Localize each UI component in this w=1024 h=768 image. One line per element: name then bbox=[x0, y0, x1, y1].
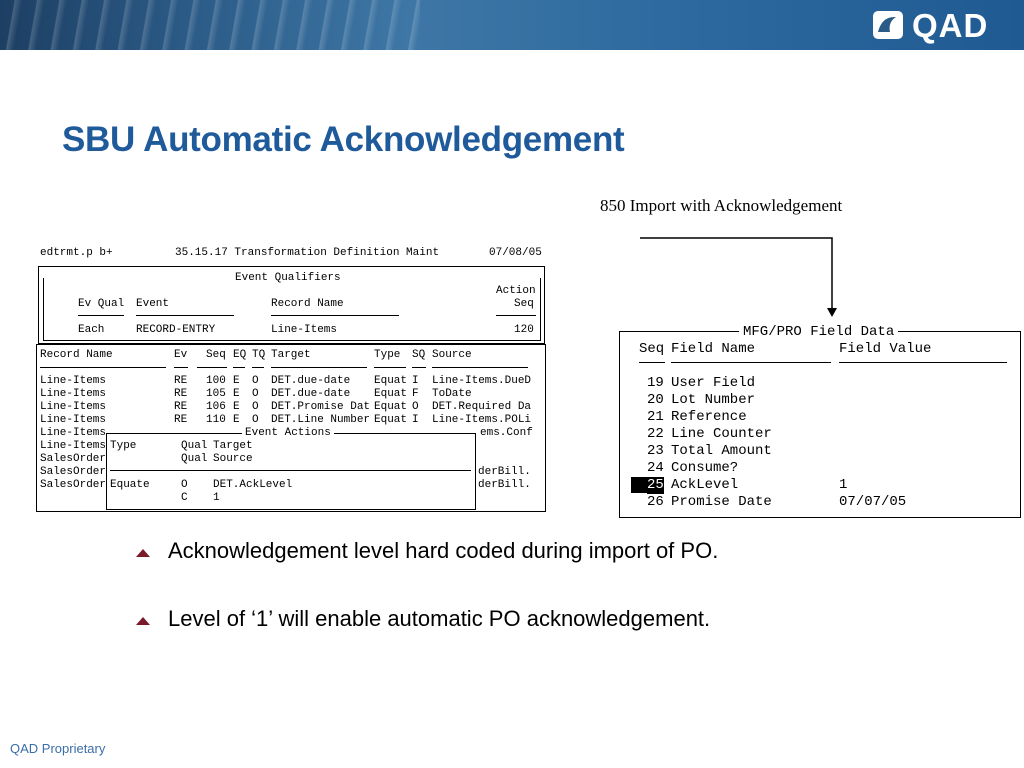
field-seq[interactable]: 24 bbox=[647, 460, 664, 476]
arrow-connector bbox=[630, 228, 850, 323]
row-tq: O bbox=[252, 388, 259, 400]
eq-action-header: Action bbox=[496, 285, 536, 297]
row-ev: RE bbox=[174, 375, 188, 387]
ea-qual-header: Qual bbox=[181, 440, 208, 452]
ea-row-type[interactable]: Equate bbox=[110, 479, 150, 491]
row-source: ToDate bbox=[432, 388, 472, 400]
field-name[interactable]: Consume? bbox=[671, 460, 739, 476]
row-eq: E bbox=[233, 388, 240, 400]
col-tq: TQ bbox=[252, 349, 266, 361]
rule bbox=[374, 367, 406, 368]
row-tq: O bbox=[252, 414, 259, 426]
field-name[interactable]: Reference bbox=[671, 409, 747, 425]
bullet-item bbox=[132, 538, 892, 568]
field-name[interactable]: AckLevel bbox=[671, 477, 739, 493]
row-sq: I bbox=[412, 375, 419, 387]
rule bbox=[40, 367, 166, 368]
row-type: Equat bbox=[374, 375, 408, 387]
screen-date: 07/08/05 bbox=[489, 247, 542, 259]
row-eq: E bbox=[233, 401, 240, 413]
row-source: derBill. bbox=[478, 479, 531, 491]
row-source: Line-Items.POLi bbox=[432, 414, 532, 426]
row-seq: 100 bbox=[206, 375, 226, 387]
banner-decoration bbox=[0, 0, 420, 50]
row-record[interactable]: SalesOrder bbox=[40, 453, 107, 465]
row-seq: 106 bbox=[206, 401, 226, 413]
field-seq[interactable]: 26 bbox=[647, 494, 664, 510]
row-target: DET.Promise Dat bbox=[271, 401, 371, 413]
slide-title: SBU Automatic Acknowledgement bbox=[62, 120, 625, 159]
row-type: Equat bbox=[374, 401, 408, 413]
col-target: Target bbox=[271, 349, 311, 361]
row-sq: I bbox=[412, 414, 419, 426]
field-seq[interactable]: 22 bbox=[647, 426, 664, 442]
eq-row-seq[interactable]: 120 bbox=[514, 324, 534, 336]
ea-qual2-header: Qual bbox=[181, 453, 208, 465]
row-record[interactable]: SalesOrder bbox=[40, 466, 107, 478]
rule bbox=[174, 367, 188, 368]
ea-row-qual[interactable]: O bbox=[181, 479, 188, 491]
caption: 850 Import with Acknowledgement bbox=[600, 196, 843, 215]
eq-row-evqual[interactable]: Each bbox=[78, 324, 105, 336]
col-seq: Seq bbox=[206, 349, 226, 361]
eq-row-record[interactable]: Line-Items bbox=[271, 324, 338, 336]
bullet-text: Acknowledgement level hard coded during import of PO. bbox=[168, 538, 719, 563]
eq-record-header: Record Name bbox=[271, 298, 344, 310]
row-eq: E bbox=[233, 414, 240, 426]
field-seq[interactable]: 21 bbox=[647, 409, 664, 425]
rule bbox=[252, 367, 264, 368]
ea-row2-source[interactable]: 1 bbox=[213, 492, 220, 504]
row-ev: RE bbox=[174, 414, 188, 426]
menu-title: 35.15.17 Transformation Definition Maint bbox=[175, 247, 440, 259]
header-banner bbox=[0, 0, 1024, 50]
footer-label: QAD Proprietary bbox=[10, 741, 106, 756]
eq-evqual-header: Ev Qual bbox=[78, 298, 125, 310]
row-type: Equat bbox=[374, 388, 408, 400]
col-record-name: Record Name bbox=[40, 349, 113, 361]
bullet-item bbox=[132, 606, 892, 636]
field-name[interactable]: User Field bbox=[671, 375, 756, 391]
eq-seq-header: Seq bbox=[514, 298, 534, 310]
triangle-bullet-icon bbox=[136, 549, 150, 557]
row-type: Equat bbox=[374, 414, 408, 426]
field-seq[interactable]: 19 bbox=[647, 375, 664, 391]
col-ev: Ev bbox=[174, 349, 188, 361]
field-data-title: MFG/PRO Field Data bbox=[739, 324, 898, 341]
col-source: Source bbox=[432, 349, 472, 361]
col-seq-header: Seq bbox=[639, 341, 665, 357]
rule bbox=[233, 367, 245, 368]
ea-row-target[interactable]: DET.AckLevel bbox=[213, 479, 293, 491]
row-record[interactable]: Line-Items bbox=[40, 388, 107, 400]
triangle-bullet-icon bbox=[136, 617, 150, 625]
logo-text: QAD bbox=[912, 7, 989, 44]
event-actions-popup bbox=[106, 433, 476, 510]
rule bbox=[671, 362, 831, 363]
rule bbox=[496, 315, 536, 316]
rule bbox=[197, 367, 227, 368]
field-name[interactable]: Total Amount bbox=[671, 443, 772, 459]
row-ev: RE bbox=[174, 388, 188, 400]
row-seq: 105 bbox=[206, 388, 226, 400]
eq-row-event[interactable]: RECORD-ENTRY bbox=[136, 324, 216, 336]
ea-row2-qual[interactable]: C bbox=[181, 492, 188, 504]
row-source: ems.Conf bbox=[480, 427, 533, 439]
row-record[interactable]: Line-Items bbox=[40, 440, 107, 452]
row-target: DET.due-date bbox=[271, 388, 351, 400]
field-name[interactable]: Lot Number bbox=[671, 392, 756, 408]
row-record[interactable]: SalesOrder bbox=[40, 479, 107, 491]
mfgpro-field-data-screen bbox=[618, 322, 1022, 518]
row-tq: O bbox=[252, 401, 259, 413]
col-eq: EQ bbox=[233, 349, 247, 361]
col-sq: SQ bbox=[412, 349, 426, 361]
field-seq[interactable]: 20 bbox=[647, 392, 664, 408]
row-target: DET.due-date bbox=[271, 375, 351, 387]
ea-target-header: Target bbox=[213, 440, 253, 452]
event-qualifiers-title: Event Qualifiers bbox=[232, 272, 344, 285]
col-field-name-header: Field Name bbox=[671, 341, 756, 357]
rule bbox=[110, 470, 471, 471]
rule bbox=[839, 362, 1007, 363]
event-actions-title: Event Actions bbox=[242, 427, 334, 440]
rule bbox=[136, 315, 234, 316]
row-sq: O bbox=[412, 401, 419, 413]
rule bbox=[78, 315, 124, 316]
field-name[interactable]: Line Counter bbox=[671, 426, 772, 442]
col-field-value-header: Field Value bbox=[839, 341, 932, 357]
row-record[interactable]: Line-Items bbox=[40, 414, 107, 426]
rule bbox=[271, 315, 399, 316]
row-record[interactable]: Line-Items bbox=[40, 375, 107, 387]
ea-source-header: Source bbox=[213, 453, 253, 465]
field-value[interactable]: 07/07/05 bbox=[839, 494, 907, 510]
row-seq: 110 bbox=[206, 414, 226, 426]
transformation-definition-screen bbox=[36, 244, 546, 512]
col-type: Type bbox=[374, 349, 401, 361]
rule bbox=[639, 362, 665, 363]
row-source: derBill. bbox=[478, 466, 531, 478]
field-value[interactable]: 1 bbox=[839, 477, 848, 493]
eq-event-header: Event bbox=[136, 298, 170, 310]
row-ev: RE bbox=[174, 401, 188, 413]
row-target: DET.Line Number bbox=[271, 414, 371, 426]
program-name: edtrmt.p b+ bbox=[40, 247, 113, 259]
row-source: Line-Items.DueD bbox=[432, 375, 532, 387]
row-tq: O bbox=[252, 375, 259, 387]
field-name[interactable]: Promise Date bbox=[671, 494, 772, 510]
row-record[interactable]: Line-Items bbox=[40, 427, 107, 439]
rule bbox=[432, 367, 528, 368]
qad-logo-icon bbox=[872, 10, 904, 40]
rule bbox=[271, 367, 367, 368]
field-seq-selected[interactable]: 25 bbox=[647, 477, 664, 493]
bullet-text: Level of ‘1’ will enable automatic PO acknowledgement. bbox=[168, 606, 711, 631]
field-seq[interactable]: 23 bbox=[647, 443, 664, 459]
row-sq: F bbox=[412, 388, 419, 400]
ea-type-header: Type bbox=[110, 440, 137, 452]
rule bbox=[412, 367, 426, 368]
row-source: DET.Required Da bbox=[432, 401, 532, 413]
row-eq: E bbox=[233, 375, 240, 387]
qad-logo bbox=[872, 9, 1012, 43]
row-record[interactable]: Line-Items bbox=[40, 401, 107, 413]
